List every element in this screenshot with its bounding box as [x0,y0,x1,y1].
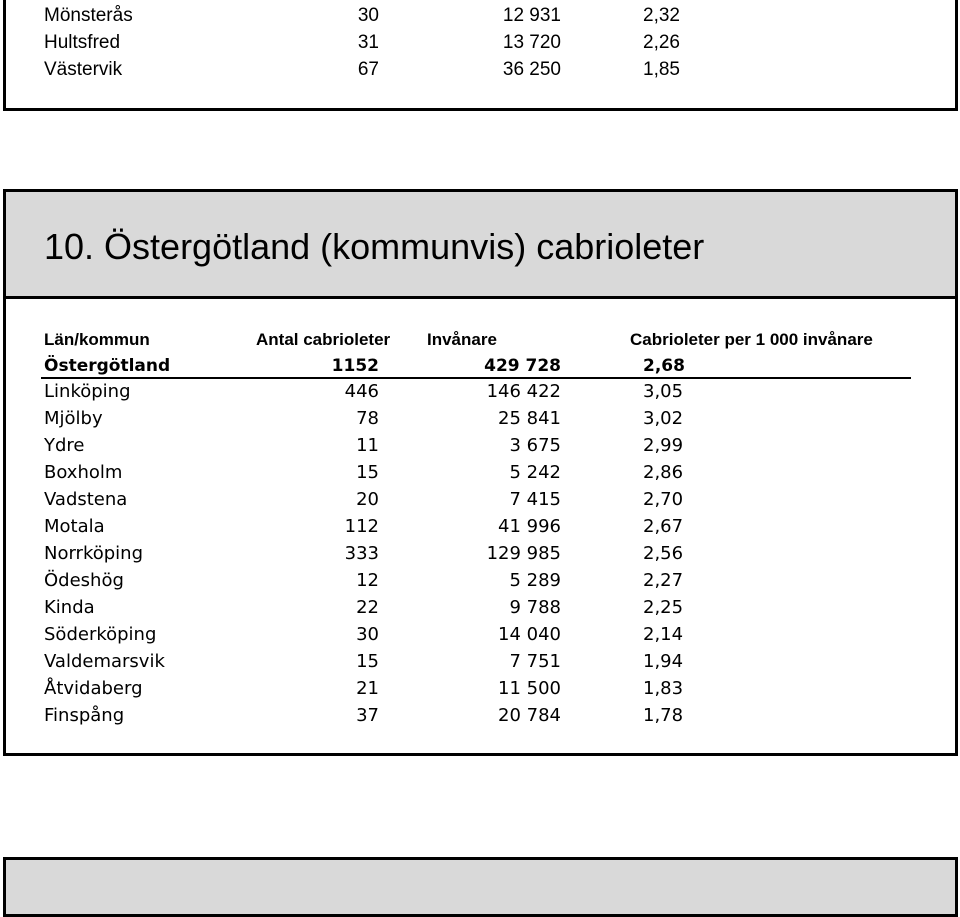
cabriolet-count: 30 [356,624,379,645]
population: 129 985 [486,543,561,564]
table-row [6,570,955,597]
table-row [6,597,955,624]
population: 14 040 [498,624,561,645]
population: 3 675 [509,435,561,456]
municipality-name: Västervik [44,59,123,80]
rate-per-1000: 2,25 [643,597,684,618]
cabriolet-count: 11 [356,435,379,456]
municipality-name: Söderköping [44,624,157,645]
rate-per-1000: 2,70 [643,489,684,510]
population: 20 784 [498,705,561,726]
population: 11 500 [498,678,561,699]
table-row [6,408,955,435]
population: 5 242 [509,462,561,483]
cabriolet-count: 1152 [331,356,379,376]
column-header-municipality: Län/kommun [44,330,150,349]
population: 25 841 [498,408,561,429]
table-row [6,489,955,516]
rate-per-1000: 2,56 [643,543,684,564]
column-header-rate: Cabrioleter per 1 000 invånare [630,330,873,349]
cabriolet-count: 333 [344,543,379,564]
population: 146 422 [486,381,561,402]
population: 13 720 [502,32,561,53]
municipality-name: Valdemarsvik [44,651,165,672]
municipality-name: Boxholm [44,462,123,483]
previous-table-panel [3,0,958,111]
table-row [6,32,955,59]
table-row [6,516,955,543]
table-row [6,435,955,462]
table-row [6,381,955,408]
municipality-name: Mönsterås [44,5,133,26]
table-row [6,705,955,732]
cabriolet-count: 15 [356,651,379,672]
rate-per-1000: 1,94 [643,651,684,672]
municipality-name: Linköping [44,381,131,402]
municipality-name: Ydre [44,435,85,456]
section-title: 10. Östergötland (kommunvis) cabrioleter [44,226,705,267]
cabriolet-count: 12 [356,570,379,591]
rate-per-1000: 3,02 [643,408,684,429]
rate-per-1000: 1,85 [643,59,680,80]
next-section-title-band [6,860,955,914]
rate-per-1000: 2,26 [643,32,680,53]
table-row [6,462,955,489]
next-section-panel [3,857,958,917]
population: 12 931 [502,5,561,26]
municipality-name: Vadstena [44,489,128,510]
ostergotland-table-panel [3,189,958,756]
region-name: Östergötland [44,356,171,376]
rate-per-1000: 1,78 [643,705,684,726]
rate-per-1000: 3,05 [643,381,684,402]
cabriolet-count: 31 [357,32,379,53]
table-header [6,330,955,357]
total-divider [41,377,911,379]
population: 9 788 [509,597,561,618]
rate-per-1000: 2,14 [643,624,684,645]
cabriolet-count: 20 [356,489,379,510]
rate-per-1000: 2,27 [643,570,684,591]
population: 7 751 [509,651,561,672]
population: 7 415 [509,489,561,510]
cabriolet-count: 446 [344,381,379,402]
column-header-population: Invånare [427,330,497,349]
cabriolet-count: 78 [356,408,379,429]
cabriolet-count: 21 [356,678,379,699]
table-row [6,59,955,86]
table-row [6,624,955,651]
table-row [6,651,955,678]
table-row [6,5,955,32]
section-title-band [6,192,955,299]
table-row [6,678,955,705]
population: 429 728 [484,356,561,376]
table-row [6,543,955,570]
column-header-count: Antal cabrioleter [256,330,391,349]
rate-per-1000: 2,99 [643,435,684,456]
cabriolet-count: 67 [357,59,379,80]
population: 41 996 [498,516,561,537]
cabriolet-count: 22 [356,597,379,618]
cabriolet-count: 15 [356,462,379,483]
rate-per-1000: 2,86 [643,462,684,483]
rate-per-1000: 2,32 [643,5,680,26]
municipality-name: Kinda [44,597,95,618]
municipality-name: Motala [44,516,105,537]
municipality-name: Hultsfred [44,32,121,53]
rate-per-1000: 2,67 [643,516,684,537]
municipality-name: Åtvidaberg [44,678,143,699]
municipality-name: Norrköping [44,543,144,564]
cabriolet-count: 112 [344,516,379,537]
cabriolet-count: 37 [356,705,379,726]
population: 5 289 [509,570,561,591]
cabriolet-count: 30 [357,5,379,26]
municipality-name: Ödeshög [44,570,124,591]
population: 36 250 [502,59,561,80]
rate-per-1000: 2,68 [643,356,685,376]
municipality-name: Finspång [44,705,125,726]
rate-per-1000: 1,83 [643,678,684,699]
municipality-name: Mjölby [44,408,103,429]
